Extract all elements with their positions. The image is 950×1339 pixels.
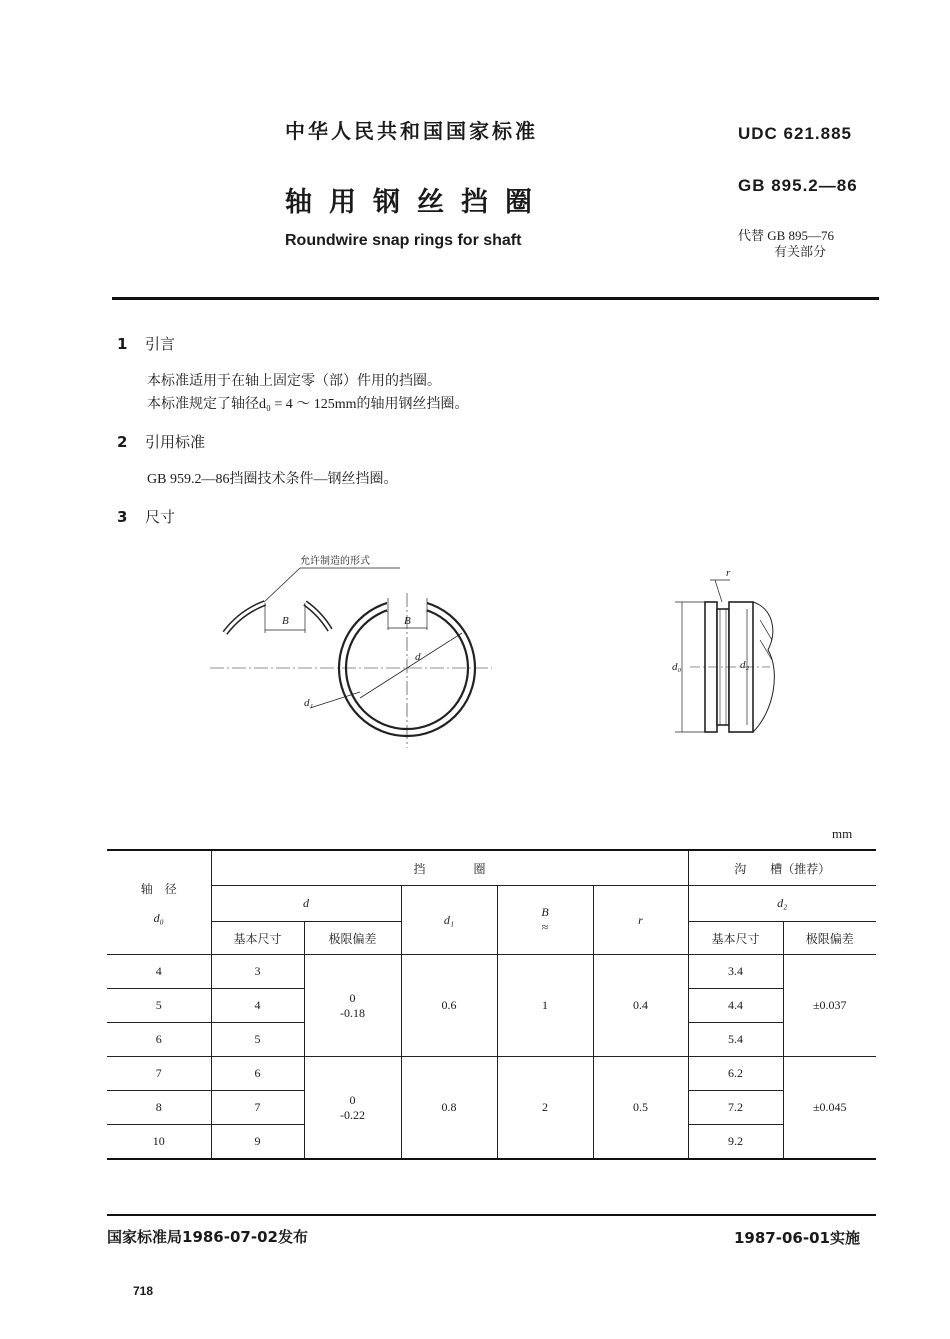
cell-d: 6 (211, 1057, 304, 1091)
cell-B: 2 (497, 1057, 593, 1160)
cell-d: 4 (211, 989, 304, 1023)
label-d2: d₂ (740, 659, 750, 671)
header-d-deviation: 极限偏差 (304, 922, 401, 955)
section-title: 引言 (145, 335, 176, 353)
section-2-heading (117, 431, 205, 452)
standard-number: GB 895.2—86 (738, 176, 858, 195)
section-number: 2 (117, 433, 128, 451)
cell-d2: 6.2 (688, 1057, 783, 1091)
footer-divider (107, 1214, 876, 1216)
cell-d2: 9.2 (688, 1125, 783, 1160)
header-groove: 沟 槽（推荐） (688, 850, 876, 886)
replaces-line2: 有关部分 (774, 244, 827, 259)
cell-d0: 5 (107, 989, 211, 1023)
dimension-table (107, 849, 876, 1160)
header-d2-basic: 基本尺寸 (688, 922, 783, 955)
deviation-upper: 0 (349, 1092, 356, 1107)
cell-d2-deviation: ±0.037 (783, 955, 876, 1057)
header-d0-label: d₀ (153, 910, 164, 925)
header-d2: d₂ (688, 886, 876, 922)
cell-d2-deviation: ±0.045 (783, 1057, 876, 1160)
paragraph: GB 959.2—86挡圈技术条件—钢丝挡圈。 (147, 472, 398, 487)
cell-d-deviation (304, 955, 401, 1057)
header-d2-deviation: 极限偏差 (783, 922, 876, 955)
issuing-body: 中华人民共和国国家标准 (285, 119, 538, 143)
cell-d2: 7.2 (688, 1091, 783, 1125)
cell-d0: 8 (107, 1091, 211, 1125)
header-d: d (211, 886, 401, 922)
callout-label: 允许制造的形式 (300, 556, 370, 567)
header-shaft-diameter (107, 850, 211, 955)
issue-date: 国家标准局1986-07-02发布 (107, 1228, 308, 1246)
header-approx: ≈ (541, 920, 549, 934)
cell-d: 7 (211, 1091, 304, 1125)
cell-d1: 0.8 (401, 1057, 497, 1160)
deviation-lower: -0.22 (340, 1107, 365, 1122)
section-title: 尺寸 (145, 508, 176, 526)
label-r: r (726, 567, 731, 579)
replaces-line1: 代替 GB 895—76 (738, 228, 835, 243)
cell-d2: 3.4 (688, 955, 783, 989)
header-B-label: B (541, 905, 549, 919)
cell-d2: 5.4 (688, 1023, 783, 1057)
cell-d: 5 (211, 1023, 304, 1057)
page-title: 轴用钢丝挡圈 (285, 187, 549, 218)
header-B (497, 886, 593, 955)
label-B-left: B (282, 615, 289, 627)
deviation-lower: -0.18 (340, 1005, 365, 1020)
section-2-body (147, 468, 397, 491)
header-d1: d₁ (401, 886, 497, 955)
section-number: 1 (117, 335, 128, 353)
section-title: 引用标准 (145, 433, 206, 451)
section-number: 3 (117, 508, 128, 526)
label-d0: d₀ (672, 661, 682, 673)
ring-drawing (200, 548, 500, 753)
cell-d1: 0.6 (401, 955, 497, 1057)
unit-label: mm (832, 826, 853, 841)
page-title-english: Roundwire snap rings for shaft (285, 232, 522, 249)
header-d-basic: 基本尺寸 (211, 922, 304, 955)
cell-d0: 4 (107, 955, 211, 989)
section-1-heading (117, 333, 175, 354)
header-ring: 挡 圈 (211, 850, 688, 886)
section-3-heading (117, 506, 175, 527)
paragraph: 本标准适用于在轴上固定零（部）件用的挡圈。 (147, 374, 441, 389)
deviation-upper: 0 (349, 990, 356, 1005)
cell-d0: 7 (107, 1057, 211, 1091)
header-r: r (593, 886, 688, 955)
cell-r: 0.4 (593, 955, 688, 1057)
cell-r: 0.5 (593, 1057, 688, 1160)
cell-d: 9 (211, 1125, 304, 1160)
cell-d0: 6 (107, 1023, 211, 1057)
label-d1: d₁ (304, 697, 314, 709)
section-1-body (147, 370, 469, 416)
cell-d-deviation (304, 1057, 401, 1160)
page-number: 718 (133, 1284, 154, 1298)
table-row (107, 955, 876, 989)
label-d: d (415, 651, 421, 663)
header-shaft-label: 轴 径 (140, 881, 177, 896)
implementation-date: 1987-06-01实施 (734, 1229, 860, 1247)
groove-drawing (660, 560, 790, 745)
label-B-main: B (404, 615, 411, 627)
table-row (107, 1057, 876, 1091)
paragraph: 本标准规定了轴径d₀ = 4 ～ 125mm的轴用钢丝挡圈。 (147, 397, 469, 412)
cell-B: 1 (497, 955, 593, 1057)
cell-d: 3 (211, 955, 304, 989)
cell-d2: 4.4 (688, 989, 783, 1023)
replaces-note (738, 228, 834, 260)
udc-number: UDC 621.885 (738, 124, 853, 143)
cell-d0: 10 (107, 1125, 211, 1160)
header-divider (112, 297, 879, 300)
